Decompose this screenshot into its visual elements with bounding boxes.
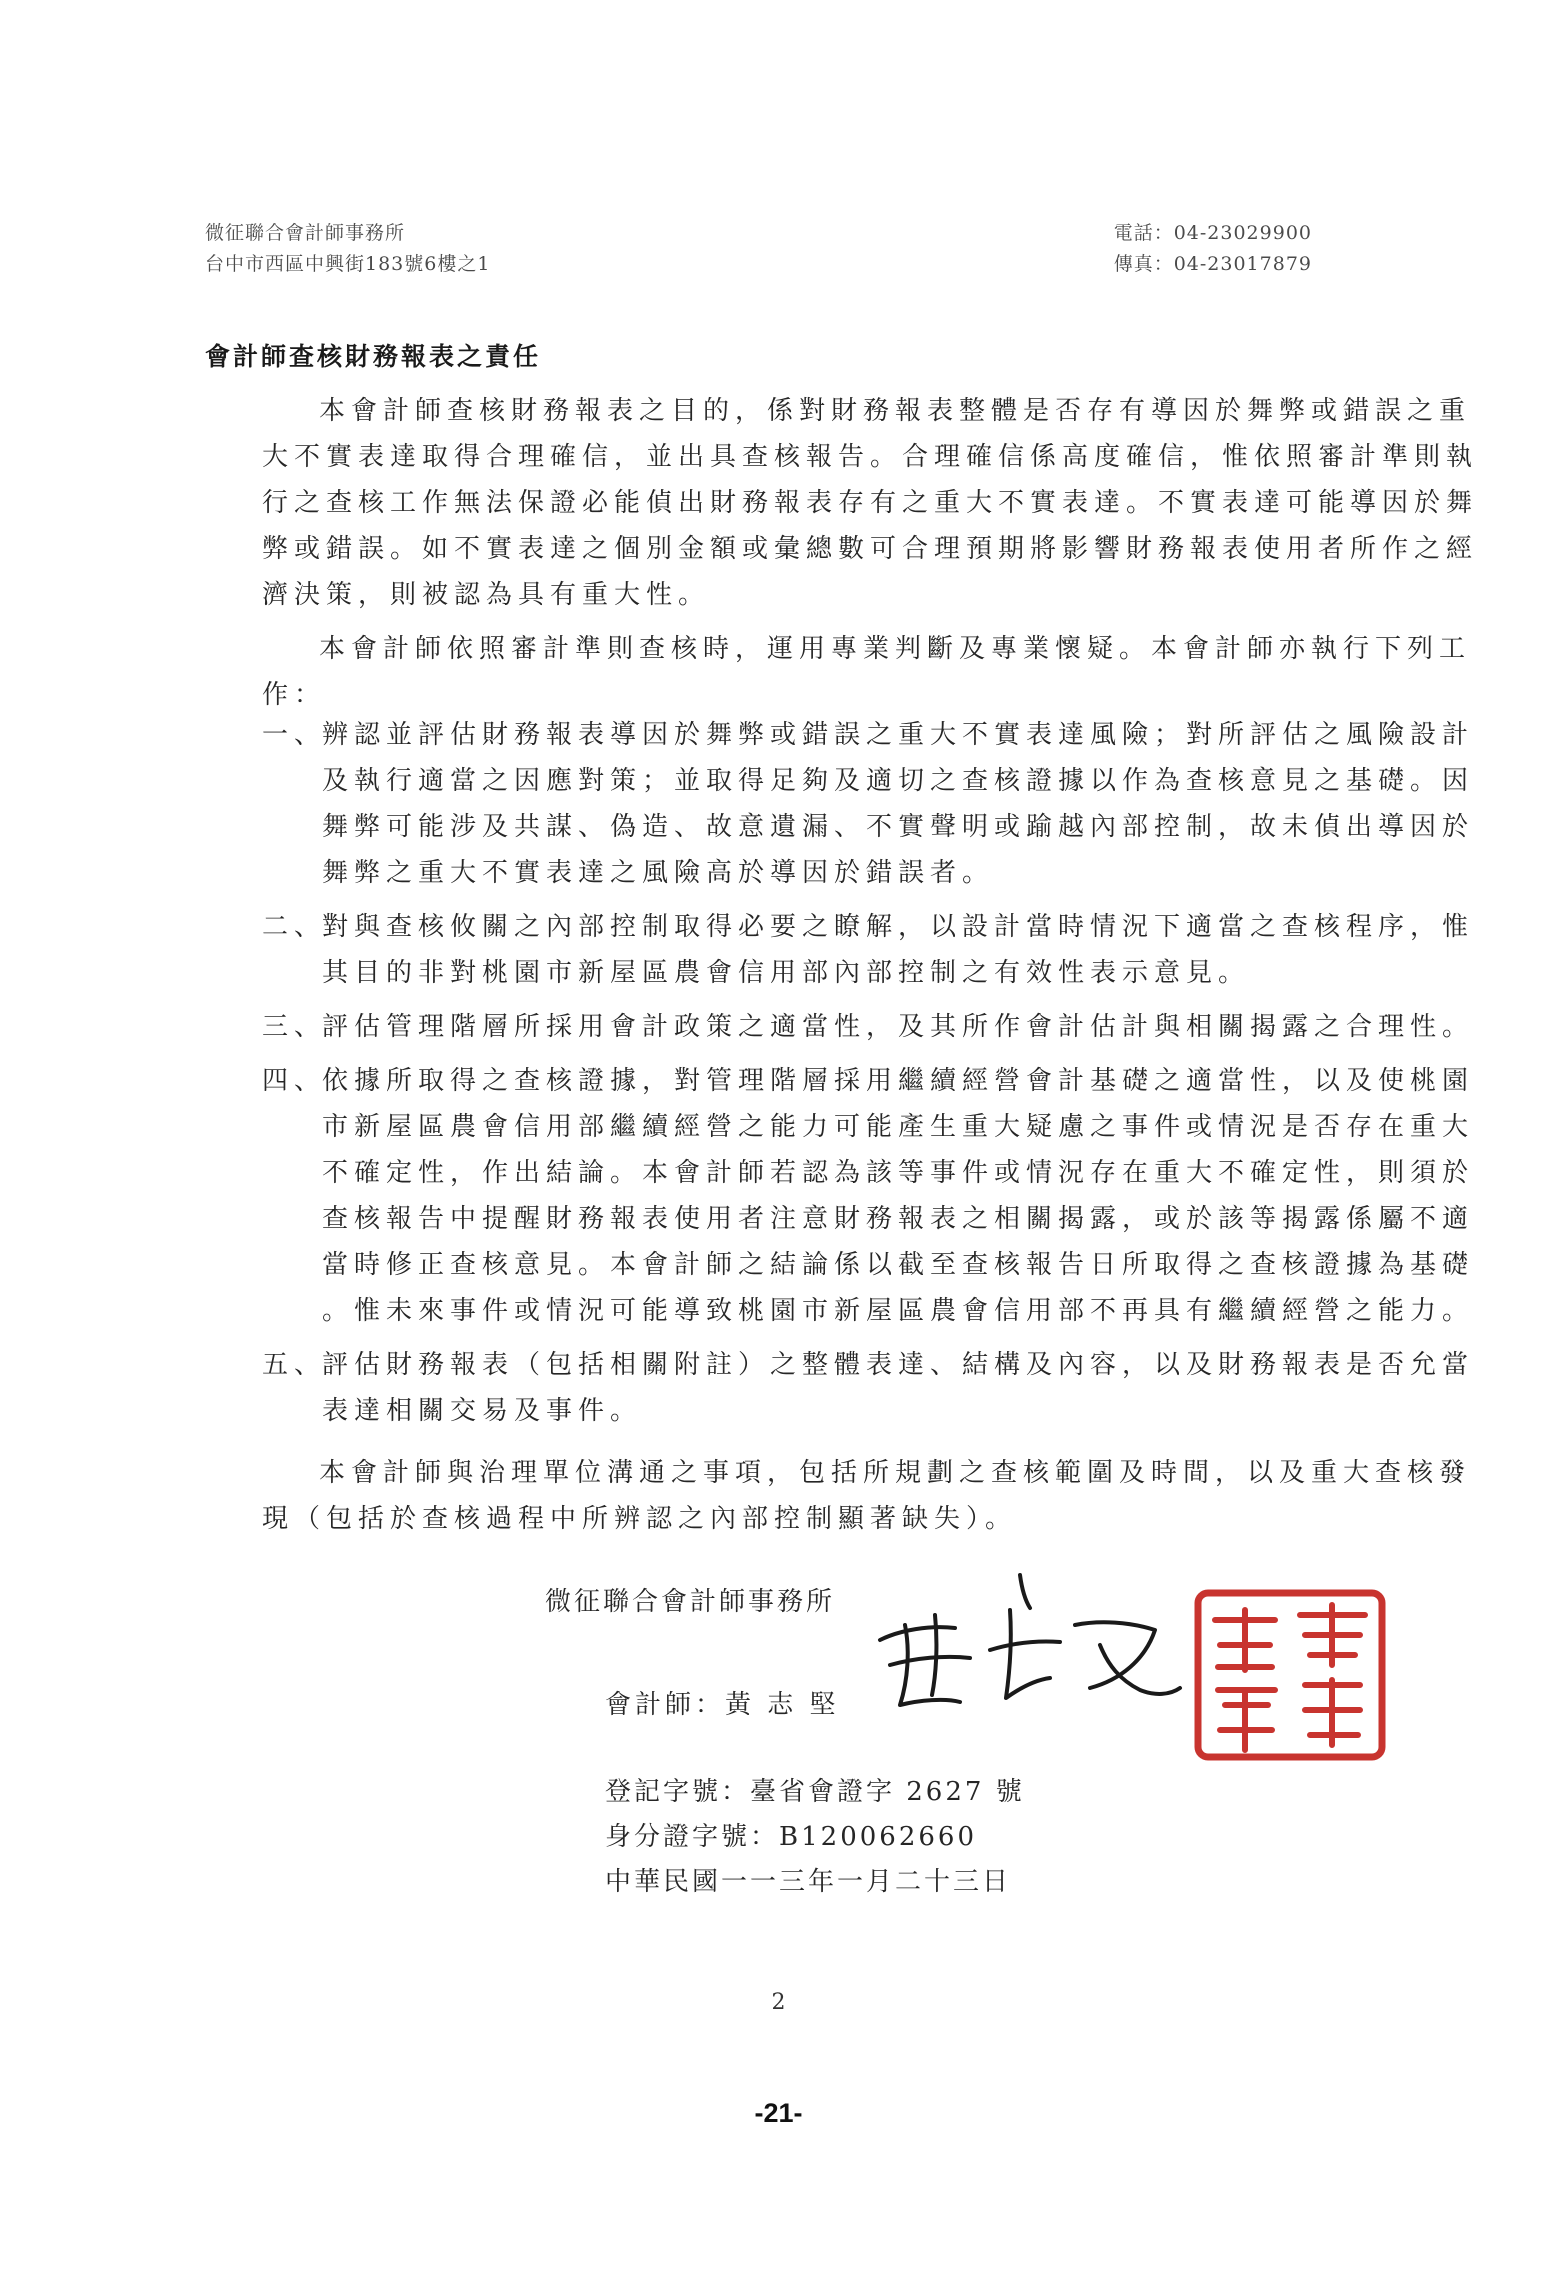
list-marker: 一、 xyxy=(262,720,327,750)
registration-details xyxy=(605,1770,1025,1905)
letterhead-right xyxy=(1114,218,1312,280)
firm-address: 台中市西區中興街183號6樓之1 xyxy=(205,253,491,275)
paragraph-line: 本會計師與治理單位溝通之事項，包括所規劃之查核範圍及時間，以及重大查核發 xyxy=(319,1458,1472,1488)
paragraph-purpose xyxy=(262,388,1479,718)
list-line: 市新屋區農會信用部繼續經營之能力可能產生重大疑慮之事件或情況是否存在重大 xyxy=(322,1112,1475,1142)
list-line: 不確定性，作出結論。本會計師若認為該等事件或情況存在重大不確定性，則須於 xyxy=(322,1158,1475,1188)
paragraph-line: 本會計師依照審計準則查核時，運用專業判斷及專業懷疑。本會計師亦執行下列工 xyxy=(319,634,1472,664)
section-title: 會計師查核財務報表之責任 xyxy=(205,342,542,371)
list-line: 舞弊之重大不實表達之風險高於導因於錯誤者。 xyxy=(322,858,995,888)
paragraph-line: 濟決策，則被認為具有重大性。 xyxy=(262,580,711,610)
report-date: 中華民國一一三年一月二十三日 xyxy=(605,1867,1012,1897)
list-item xyxy=(262,1058,1475,1334)
handwritten-signature xyxy=(860,1570,1190,1730)
firm-fax: 傳真：04-23017879 xyxy=(1113,253,1312,275)
firm-phone: 電話：04-23029900 xyxy=(1113,222,1312,244)
list-line: 當時修正查核意見。本會計師之結論係以截至查核報告日所取得之查核證據為基礎 xyxy=(322,1250,1475,1280)
paragraph-line: 大不實表達取得合理確信，並出具查核報告。合理確信係高度確信，惟依照審計準則執 xyxy=(262,442,1479,472)
procedures-list xyxy=(262,712,1475,1442)
signing-firm-name: 微征聯合會計師事務所 xyxy=(545,1587,836,1617)
letterhead-left xyxy=(205,218,490,280)
list-line: 查核報告中提醒財務報表使用者注意財務報表之相關揭露，或於該等揭露係屬不適 xyxy=(322,1204,1475,1234)
list-line: 評估財務報表（包括相關附註）之整體表達、結構及內容，以及財務報表是否允當 xyxy=(322,1350,1475,1380)
list-line: 依據所取得之查核證據，對管理階層採用繼續經營會計基礎之適當性，以及使桃園 xyxy=(322,1066,1475,1096)
list-item xyxy=(262,712,1475,896)
paragraph-communication xyxy=(262,1450,1472,1542)
list-line: 及執行適當之因應對策；並取得足夠及適切之查核證據以作為查核意見之基礎。因 xyxy=(322,766,1475,796)
list-line: 對與查核攸關之內部控制取得必要之瞭解，以設計當時情況下適當之查核程序，惟 xyxy=(322,912,1475,942)
paragraph-line: 作： xyxy=(262,680,327,710)
list-item xyxy=(262,1342,1475,1434)
list-marker: 四、 xyxy=(262,1066,327,1096)
list-line: 其目的非對桃園市新屋區農會信用部內部控制之有效性表示意見。 xyxy=(322,958,1251,988)
list-marker: 五、 xyxy=(262,1350,327,1380)
list-line: 辨認並評估財務報表導因於舞弊或錯誤之重大不實表達風險；對所評估之風險設計 xyxy=(322,720,1475,750)
cpa-seal-icon xyxy=(1190,1585,1390,1765)
paragraph-line: 本會計師查核財務報表之目的，係對財務報表整體是否存有導因於舞弊或錯誤之重 xyxy=(319,396,1472,426)
page-number: 2 xyxy=(771,1990,786,2015)
registration-number: 登記字號：臺省會證字 2627 號 xyxy=(605,1777,1025,1807)
list-line: 表達相關交易及事件。 xyxy=(322,1396,643,1426)
list-marker: 二、 xyxy=(262,912,327,942)
paragraph-line: 現（包括於查核過程中所辨認之內部控制顯著缺失）。 xyxy=(262,1504,1018,1534)
paragraph-line: 行之查核工作無法保證必能偵出財務報表存有之重大不實表達。不實表達可能導因於舞 xyxy=(262,488,1479,518)
footer-page-number: -21- xyxy=(754,2098,803,2128)
list-item xyxy=(262,1004,1475,1050)
id-number: 身分證字號：B120062660 xyxy=(605,1822,977,1852)
list-marker: 三、 xyxy=(262,1012,327,1042)
list-line: 。惟未來事件或情況可能導致桃園市新屋區農會信用部不再具有繼續經營之能力。 xyxy=(322,1296,1475,1326)
firm-name-header: 微征聯合會計師事務所 xyxy=(205,222,406,244)
cpa-name: 會計師：黃 志 堅 xyxy=(605,1690,840,1720)
paragraph-line: 弊或錯誤。如不實表達之個別金額或彙總數可合理預期將影響財務報表使用者所作之經 xyxy=(262,534,1479,564)
list-line: 評估管理階層所採用會計政策之適當性，及其所作會計估計與相關揭露之合理性。 xyxy=(322,1012,1475,1042)
list-line: 舞弊可能涉及共謀、偽造、故意遺漏、不實聲明或踰越內部控制，故未偵出導因於 xyxy=(322,812,1475,842)
list-item xyxy=(262,904,1475,996)
